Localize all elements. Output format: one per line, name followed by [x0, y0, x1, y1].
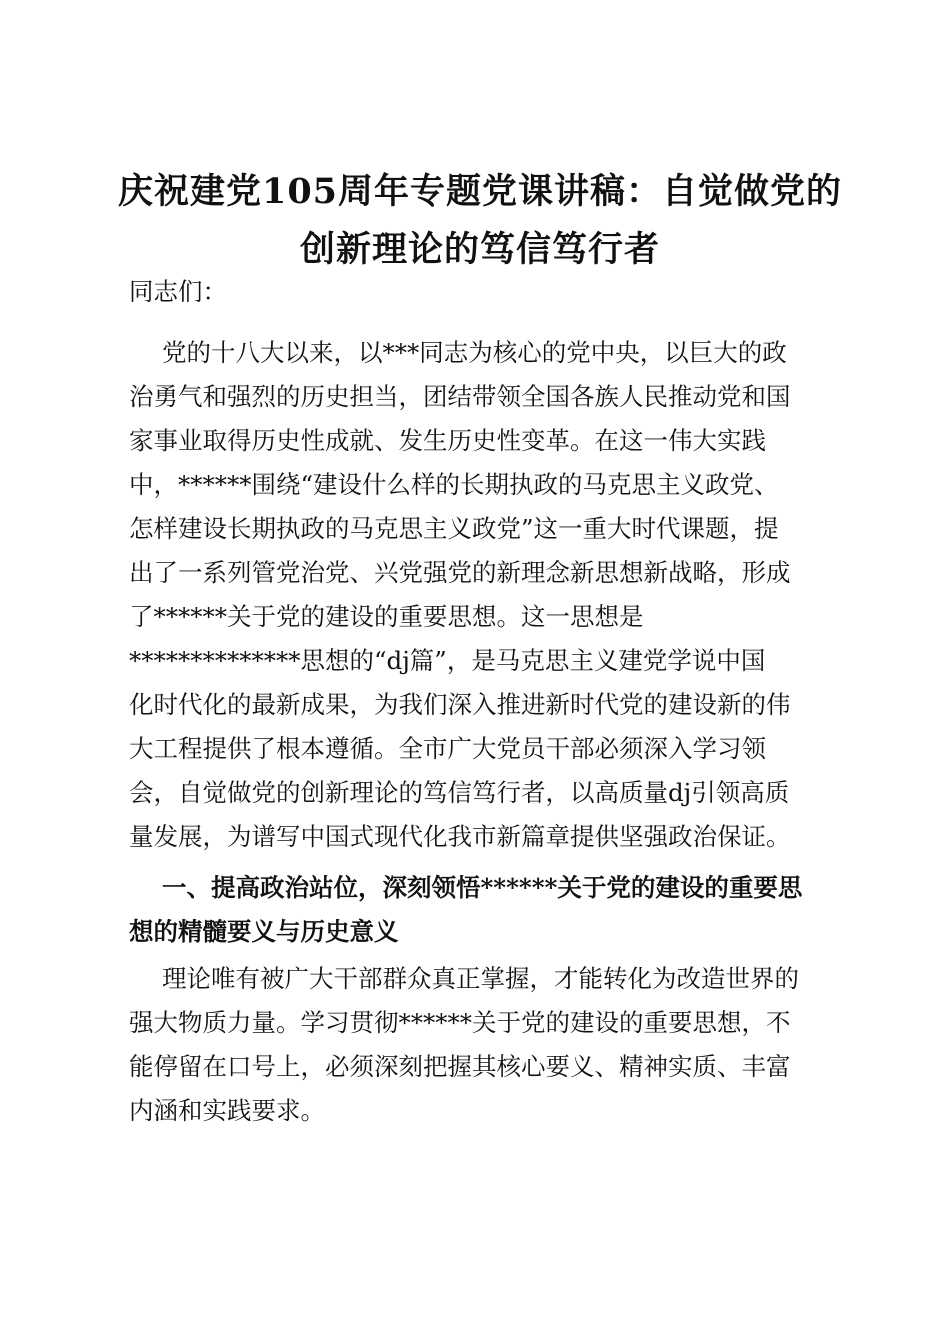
paragraph-1-line-12: 量发展，为谱写中国式现代化我市新篇章提供坚强政治保证。: [129, 822, 791, 851]
paragraph-1-line-9: 化时代化的最新成果，为我们深入推进新时代党的建设新的伟: [129, 690, 791, 719]
paragraph-1-line-10: 大工程提供了根本遵循。全市广大党员干部必须深入学习领: [129, 734, 766, 763]
paragraph-1-line-3: 家事业取得历史性成就、发生历史性变革。在这一伟大实践: [129, 426, 766, 455]
paragraph-1-line-6: 出了一系列管党治党、兴党强党的新理念新思想新战略，形成: [129, 558, 791, 587]
paragraph-1-line-7: 了******关于党的建设的重要思想。这一思想是: [129, 602, 644, 631]
paragraph-1-line-1: 党的十八大以来，以***同志为核心的党中央，以巨大的政: [162, 338, 787, 367]
section-heading-1-line-1: 一、提高政治站位，深刻领悟******关于党的建设的重要思: [162, 873, 803, 902]
section-heading-1-line-2: 想的精髓要义与历史意义: [129, 917, 399, 946]
salutation: 同志们：: [129, 277, 227, 306]
paragraph-2-line-2: 强大物质力量。学习贯彻******关于党的建设的重要思想，不: [129, 1008, 791, 1037]
document-title-line-1: 庆祝建党105周年专题党课讲稿：自觉做党的: [117, 171, 843, 212]
document-title-line-2: 创新理论的笃信笃行者: [299, 229, 660, 270]
paragraph-2-line-3: 能停留在口号上，必须深刻把握其核心要义、精神实质、丰富: [129, 1052, 791, 1081]
paragraph-1-line-11: 会，自觉做党的创新理论的笃信笃行者，以高质量dj引领高质: [129, 778, 790, 807]
paragraph-2-line-4: 内涵和实践要求。: [129, 1096, 325, 1125]
paragraph-1-line-2: 治勇气和强烈的历史担当，团结带领全国各族人民推动党和国: [129, 382, 791, 411]
paragraph-1-line-8: **************思想的“dj篇”，是马克思主义建党学说中国: [129, 646, 766, 675]
paragraph-1-line-4: 中，******围绕“建设什么样的长期执政的马克思主义政党、: [129, 470, 779, 499]
paragraph-2-line-1: 理论唯有被广大干部群众真正掌握，才能转化为改造世界的: [162, 964, 799, 993]
paragraph-1-line-5: 怎样建设长期执政的马克思主义政党”这一重大时代课题，提: [129, 514, 779, 543]
